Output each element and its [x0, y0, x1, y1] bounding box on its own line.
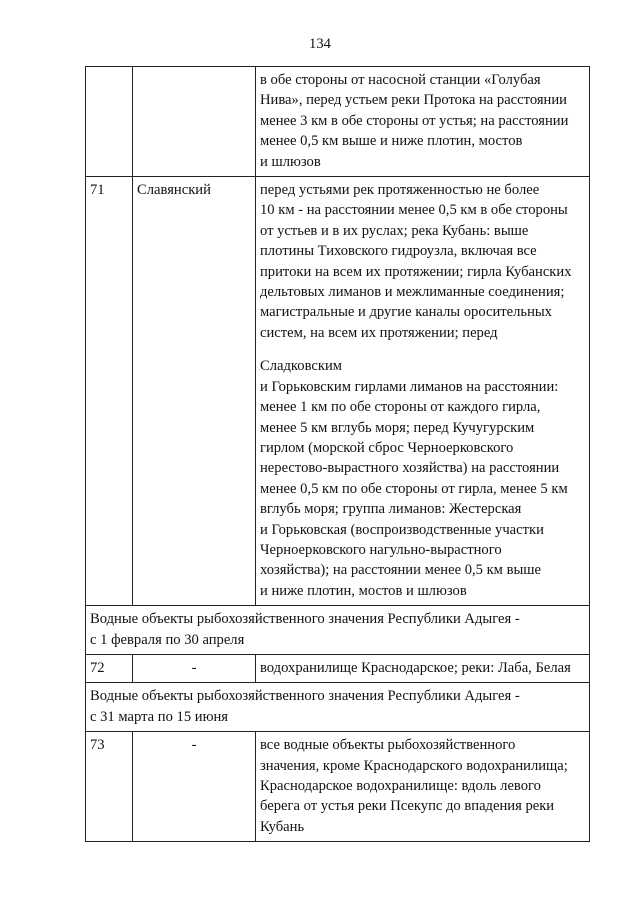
text-line: и Горьковская (воспроизводственные участки: [260, 521, 544, 538]
text-line: магистральные и другие каналы оросительных: [260, 304, 552, 321]
section-heading: [86, 683, 590, 732]
row-number: [86, 67, 133, 177]
restrictions-table: [85, 66, 590, 842]
text-line: от устьев и в их руслах; река Кубань: выше: [260, 222, 529, 239]
description-cell: [256, 732, 590, 842]
row-number: 72: [86, 654, 133, 682]
text-line: берега от устья реки Псекупс до впадения реки: [260, 798, 555, 815]
table-row: [86, 177, 590, 606]
text-line: в обе стороны от насосной станции «Голубая: [260, 72, 541, 88]
description-cell: [256, 654, 590, 682]
text-line: с 31 марта по 15 июня: [90, 708, 228, 725]
table-row: [86, 654, 590, 682]
text-line: и шлюзов: [260, 153, 321, 170]
text-line: и Горьковским гирлами лиманов на расстоянии:: [260, 378, 559, 395]
table-row: [86, 67, 590, 177]
district-cell: [133, 67, 256, 177]
text-line: плотины Тиховского гидроузла, включая все: [260, 243, 537, 260]
text-line: гирлом (морской сброс Черноерковского: [260, 439, 514, 456]
text-line: дельтовых лиманов и межлиманные соединения;: [260, 284, 565, 301]
text-line: вглубь моря; группа лиманов: Жестерская: [260, 501, 522, 518]
text-line: Водные объекты рыбохозяйственного значения Республики Адыгея -: [90, 688, 520, 705]
district-cell: -: [133, 732, 256, 842]
text-line: водохранилище Краснодарское; реки: Лаба, Белая: [260, 659, 571, 676]
text-line: систем, на всем их протяжении; перед: [260, 324, 498, 341]
text-line: перед устьями рек протяженностью не более: [260, 182, 540, 199]
text-line: и ниже плотин, мостов и шлюзов: [260, 582, 467, 599]
text-line: притоки на всем их протяжении; гирла Кубанских: [260, 263, 572, 280]
text-line: все водные объекты рыбохозяйственного: [260, 737, 516, 754]
text-line: Черноерковского нагульно-вырастного: [260, 541, 502, 558]
text-line: Сладковским: [260, 358, 342, 375]
table-row: [86, 732, 590, 842]
text-line: 10 км - на расстоянии менее 0,5 км в обе стороны: [260, 202, 568, 219]
text-line: Краснодарское водохранилище: вдоль левого: [260, 778, 541, 794]
text-line: Нива», перед устьем реки Протока на расстоянии: [260, 92, 567, 109]
text-line: Водные объекты рыбохозяйственного значения Республики Адыгея -: [90, 611, 520, 628]
row-number: 71: [86, 177, 133, 606]
district-cell: Славянский: [133, 177, 256, 606]
text-line: Кубань: [260, 818, 305, 835]
page-number: 134: [309, 36, 331, 52]
text-line: значения, кроме Краснодарского водохранилища;: [260, 757, 568, 774]
district-cell: -: [133, 654, 256, 682]
section-row: [86, 683, 590, 732]
text-line: менее 1 км по обе стороны от каждого гирла,: [260, 399, 541, 416]
text-line: менее 3 км в обе стороны от устья; на расстоянии: [260, 112, 569, 129]
text-line: с 1 февраля по 30 апреля: [90, 631, 245, 648]
section-heading: [86, 606, 590, 655]
text-line: менее 0,5 км по обе стороны от гирла, менее 5 км: [260, 480, 568, 497]
row-number: 73: [86, 732, 133, 842]
text-line: менее 5 км вглубь моря; перед Кучугурским: [260, 419, 535, 436]
section-row: [86, 606, 590, 655]
text-line: менее 0,5 км выше и ниже плотин, мостов: [260, 133, 523, 150]
text-line: хозяйства); на расстоянии менее 0,5 км выше: [260, 562, 541, 579]
text-line: нерестово-вырастного хозяйства) на расстоянии: [260, 460, 560, 477]
description-cell: [256, 67, 590, 177]
description-cell: [256, 177, 590, 606]
